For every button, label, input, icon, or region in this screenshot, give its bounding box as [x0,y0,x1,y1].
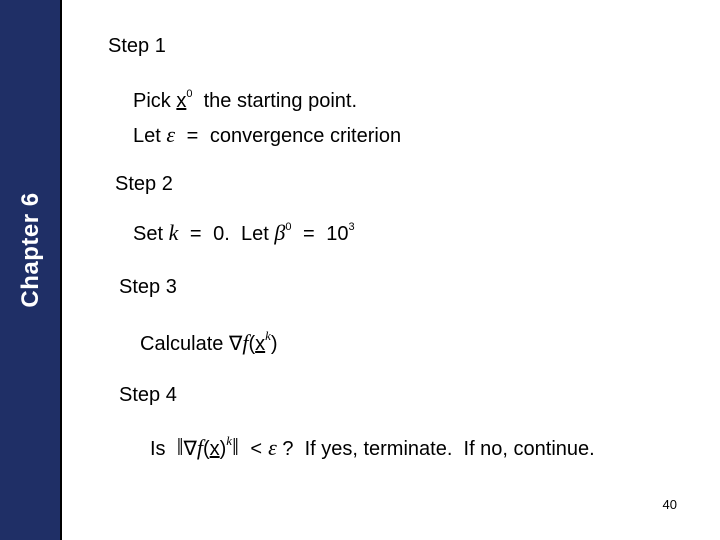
step-4-x: x [209,438,220,460]
step-2-equals-2: = [303,223,315,245]
step-1-label: Step 1 [108,35,166,57]
page-number: 40 [662,497,677,512]
step-3-calculate: Calculate [140,333,224,355]
step-4-sup: k [226,433,233,449]
step-2-beta: β [274,220,286,245]
step-3-x-sup: k [265,328,271,344]
step-4-close: ) [219,438,227,460]
step-1-epsilon: ε [166,122,176,147]
step-1-x: x [176,90,187,112]
step-4-norm-open: ‖ [176,435,184,461]
step-3-open: ( [248,333,256,355]
step-3-close: ) [270,333,278,355]
step-1-x-sup: 0 [186,88,193,101]
step-1-let: Let [133,125,161,147]
step-3-nabla: ∇ [228,333,243,355]
step-3-label: Step 3 [119,276,177,298]
step-4-nabla: ∇ [183,438,197,460]
step-3-x: x [255,333,266,355]
step-2-line [133,220,355,246]
step-1-line-2 [133,122,401,148]
step-2-equals-1: = [189,223,202,245]
step-4-norm-close: ‖ [232,435,239,461]
step-2-label: Step 2 [115,173,173,195]
step-3-f: f [242,330,249,355]
step-4-label: Step 4 [119,384,177,406]
step-2-set: Set [133,223,164,245]
chapter-label: Chapter 6 [17,192,44,308]
step-2-value-sup: 3 [348,221,355,234]
step-4-is: Is [150,438,166,460]
step-4-rest: If yes, terminate. If no, continue. [304,438,595,460]
step-1-rest: the starting point. [203,90,358,112]
step-2-value: 10 [326,223,349,245]
step-4-lt: < [250,438,263,460]
step-2-let: Let [240,223,269,245]
step-1-criterion: convergence criterion [209,125,402,147]
step-1-line-1 [133,90,357,113]
step-3-line [140,330,278,356]
step-4-question: ? [282,438,294,460]
step-4-epsilon: ε [268,435,277,460]
step-1-pick: Pick [133,90,171,112]
step-4-f: f [196,435,203,460]
step-2-zero: 0. [213,223,230,245]
step-1-equals: = [186,125,199,147]
step-2-beta-sup: 0 [285,221,292,234]
step-4-open: ( [202,438,210,460]
step-2-k: k [168,220,179,245]
sidebar [0,0,62,540]
step-4-line [150,435,595,462]
